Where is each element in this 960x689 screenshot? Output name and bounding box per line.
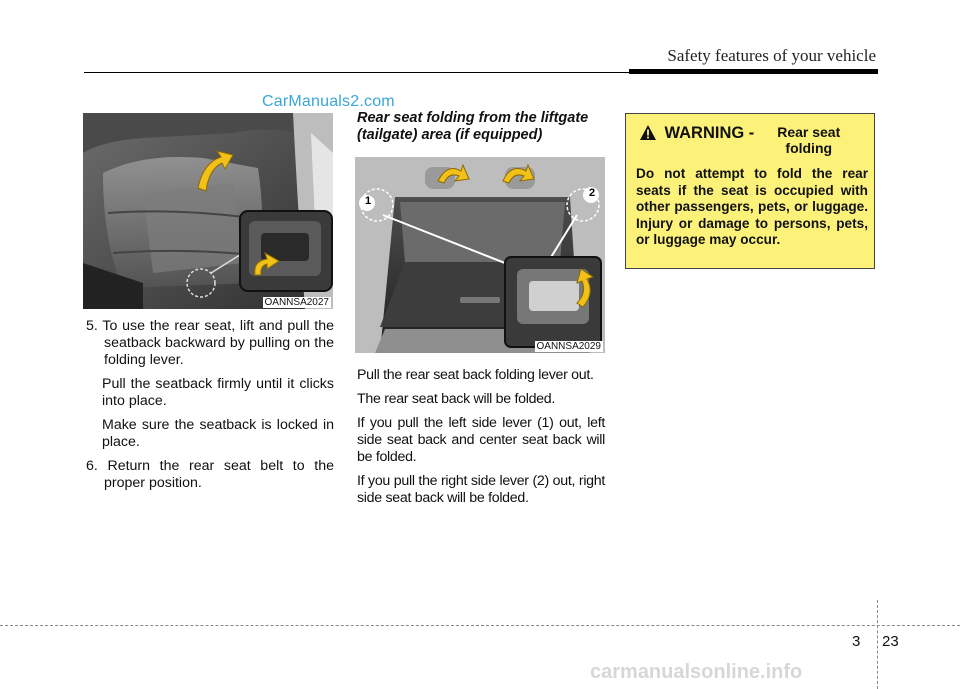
warning-title: WARNING - [664,124,755,142]
footer-divider [877,600,878,689]
step-5: 5. To use the rear seat, lift and pull the seatback backward by pulling on the folding lever. [86,318,334,368]
paragraph: If you pull the right side lever (2) out, right side seat back will be folded. [357,473,605,506]
warning-triangle-icon [640,125,656,145]
section-title: Safety features of your vehicle [667,46,876,65]
figure-liftgate-levers [355,157,605,353]
seat-illustration [83,113,333,309]
section-heading: Rear seat folding from the liftgate (tailgate) area (if equipped) [357,110,589,143]
left-column [86,318,334,499]
header-rule [84,72,629,73]
step-5-note-2: Make sure the seatback is locked in place. [102,417,334,450]
figure-code: OANNSA2027 [264,297,329,308]
figure-code: OANNSA2029 [536,341,601,352]
chapter-number: 3 [852,633,861,650]
paragraph: If you pull the left side lever (1) out, left side seat back and center seat back will be folded. [357,415,605,465]
warning-box [625,113,875,269]
page-number: 23 [882,633,899,650]
step-6: 6. Return the rear seat belt to the proper position. [86,458,334,491]
paragraph: Pull the rear seat back folding lever out. [357,367,594,383]
step-5-note-1: Pull the seatback firmly until it clicks into place. [102,376,334,409]
figure-rear-seat-lever [83,113,333,309]
cargo-illustration [355,157,605,353]
warning-subtitle: Rear seat folding [777,124,841,156]
watermark-top-link[interactable]: CarManuals2.com [262,93,395,110]
warning-heading [640,124,870,156]
footer-rule [0,625,960,626]
watermark-bottom-link[interactable]: carmanualsonline.info [590,661,803,683]
header-rule-thick [629,69,878,74]
middle-column [357,367,605,514]
paragraph: The rear seat back will be folded. [357,391,555,407]
callout-1-badge: 1 [364,195,372,207]
callout-2-badge: 2 [588,187,596,199]
warning-body: Do not attempt to fold the rear seats if the seat is occupied with other passengers, pets, or luggage. Injury or damage to persons, pets, or luggage may occur. [636,166,868,247]
